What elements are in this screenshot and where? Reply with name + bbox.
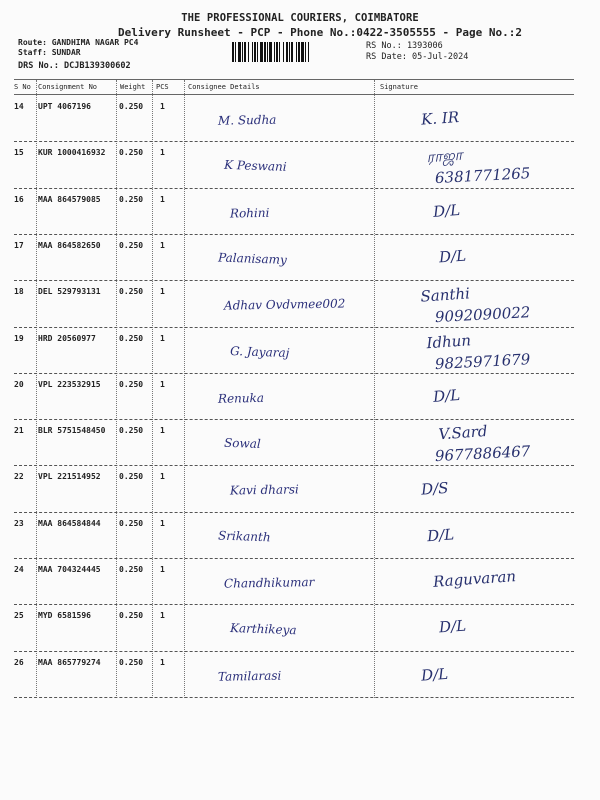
row-pcs: 1 xyxy=(160,102,165,111)
row-weight: 0.250 xyxy=(119,379,144,389)
consignee-name-text: Renuka xyxy=(217,390,265,406)
consignee-handwriting xyxy=(200,237,380,277)
signature-mark xyxy=(385,190,575,236)
row-pcs: 1 xyxy=(160,379,165,389)
row-weight: 0.250 xyxy=(119,287,144,297)
row-sno: 23 xyxy=(14,518,24,528)
consignee-handwriting xyxy=(200,654,380,694)
signature-mark xyxy=(385,421,575,467)
signature-mark xyxy=(385,97,575,143)
signature-text: ராஜா xyxy=(425,146,464,167)
signature-text: Raguvaran xyxy=(432,567,517,591)
row-consignment-no: UPT 4067196 xyxy=(38,102,91,111)
col-weight: Weight xyxy=(120,83,146,91)
row-sno: 26 xyxy=(14,657,24,667)
consignee-handwriting xyxy=(200,422,380,462)
consignee-name-text: M. Sudha xyxy=(217,112,277,128)
consignee-name-text: K Peswani xyxy=(223,158,287,175)
row-separator xyxy=(14,512,574,513)
signature-mark xyxy=(385,143,575,189)
consignee-name-text: Karthikeya xyxy=(229,621,297,638)
row-separator xyxy=(14,373,574,374)
consignee-name-text: Sowal xyxy=(223,435,262,452)
row-consignment-no: BLR 5751548450 xyxy=(38,426,106,436)
phone-number-text: 6381771265 xyxy=(434,164,531,188)
row-sno: 24 xyxy=(14,565,24,574)
row-separator xyxy=(14,604,574,605)
signature-mark xyxy=(385,560,575,606)
row-weight: 0.250 xyxy=(119,657,144,667)
row-pcs: 1 xyxy=(160,148,165,158)
row-sno: 18 xyxy=(14,287,24,297)
row-separator xyxy=(14,697,574,698)
row-pcs: 1 xyxy=(160,333,165,343)
row-consignment-no: DEL 529793131 xyxy=(38,287,101,297)
row-pcs: 1 xyxy=(160,611,165,621)
row-consignment-no: VPL 221514952 xyxy=(38,472,101,482)
signature-text: K. IR xyxy=(420,108,460,129)
consignee-handwriting xyxy=(200,561,380,601)
row-separator xyxy=(14,558,574,559)
signature-mark xyxy=(385,236,575,282)
consignee-name-text: Chandhikumar xyxy=(223,575,315,591)
consignee-name-text: G. Jayaraj xyxy=(229,343,290,360)
consignee-name-text: Rohini xyxy=(229,205,270,221)
row-consignment-no: MAA 864584844 xyxy=(38,518,101,528)
signature-mark xyxy=(385,653,575,699)
signature-text: D/S xyxy=(420,479,450,500)
col-consignment: Consignment No xyxy=(38,83,98,91)
signature-mark xyxy=(385,514,575,560)
consignee-handwriting xyxy=(200,515,380,555)
row-weight: 0.250 xyxy=(119,102,144,111)
consignee-handwriting xyxy=(200,607,380,647)
row-weight: 0.250 xyxy=(119,148,144,158)
col-consignee: Consignee Details xyxy=(188,83,260,91)
row-sno: 15 xyxy=(14,148,24,158)
col-sno: S No xyxy=(14,83,31,91)
row-sno: 16 xyxy=(14,194,24,204)
route-label: Route: GANDHIMA NAGAR PC4 xyxy=(18,38,139,47)
row-weight: 0.250 xyxy=(119,333,144,343)
signature-text: D/L xyxy=(432,385,461,406)
row-weight: 0.250 xyxy=(119,240,144,250)
consignee-handwriting xyxy=(200,468,380,508)
row-sno: 14 xyxy=(14,102,24,111)
row-consignment-no: KUR 1000416932 xyxy=(38,148,106,158)
signature-mark xyxy=(385,329,575,375)
consignee-name-text: Tamilarasi xyxy=(217,668,282,684)
row-sno: 17 xyxy=(14,240,24,250)
consignee-handwriting xyxy=(200,376,380,416)
signature-mark xyxy=(385,467,575,513)
row-consignment-no: VPL 223532915 xyxy=(38,379,101,389)
row-weight: 0.250 xyxy=(119,194,144,204)
row-consignment-no: MYD 6581596 xyxy=(38,611,91,621)
staff-label: Staff: SUNDAR xyxy=(18,48,81,57)
consignee-name-text: Kavi dharsi xyxy=(229,482,299,498)
row-weight: 0.250 xyxy=(119,518,144,528)
row-separator xyxy=(14,141,574,142)
row-weight: 0.250 xyxy=(119,472,144,482)
row-pcs: 1 xyxy=(160,565,165,574)
row-consignment-no: MAA 864579085 xyxy=(38,194,101,204)
rs-number: RS No.: 1393006 xyxy=(366,41,443,51)
row-pcs: 1 xyxy=(160,194,165,204)
row-weight: 0.250 xyxy=(119,565,144,574)
col-pcs: PCS xyxy=(156,83,169,91)
row-pcs: 1 xyxy=(160,472,165,482)
row-consignment-no: MAA 864582650 xyxy=(38,240,101,250)
consignee-handwriting xyxy=(200,144,380,184)
runsheet-subtitle: Delivery Runsheet - PCP - Phone No.:0422-3505555 - Page No.:2 xyxy=(118,26,522,39)
row-pcs: 1 xyxy=(160,426,165,436)
phone-number-text: 9825971679 xyxy=(434,349,531,373)
row-weight: 0.250 xyxy=(119,426,144,436)
signature-mark xyxy=(385,282,575,328)
row-separator xyxy=(14,234,574,235)
consignee-handwriting xyxy=(200,283,380,323)
consignee-name-text: Palanisamy xyxy=(217,250,288,267)
row-weight: 0.250 xyxy=(119,611,144,621)
row-separator xyxy=(14,651,574,652)
signature-text: D/L xyxy=(426,525,455,545)
drs-number: DRS No.: DCJB139300602 xyxy=(18,61,131,71)
row-separator xyxy=(14,419,574,420)
row-pcs: 1 xyxy=(160,518,165,528)
row-sno: 19 xyxy=(14,333,24,343)
signature-text: Idhun xyxy=(425,330,472,352)
signature-text: D/L xyxy=(438,246,467,267)
row-consignment-no: MAA 865779274 xyxy=(38,657,101,667)
row-pcs: 1 xyxy=(160,657,165,667)
signature-mark xyxy=(385,606,575,652)
row-sno: 22 xyxy=(14,472,24,482)
barcode xyxy=(232,42,360,62)
row-separator xyxy=(14,327,574,328)
consignee-handwriting xyxy=(200,330,380,370)
rs-date: RS Date: 05-Jul-2024 xyxy=(366,52,469,62)
consignee-handwriting xyxy=(200,191,380,231)
row-consignment-no: MAA 704324445 xyxy=(38,565,101,574)
signature-text: V.Sard xyxy=(437,422,489,444)
signature-text: D/L xyxy=(432,200,461,221)
row-sno: 25 xyxy=(14,611,24,621)
col-signature: Signature xyxy=(380,83,418,91)
row-sno: 21 xyxy=(14,426,24,436)
row-separator xyxy=(14,280,574,281)
row-sno: 20 xyxy=(14,379,24,389)
signature-text: D/L xyxy=(420,664,449,685)
row-pcs: 1 xyxy=(160,287,165,297)
row-separator xyxy=(14,465,574,466)
consignee-name-text: Adhav Ovdvmee002 xyxy=(223,296,346,313)
phone-number-text: 9092090022 xyxy=(434,303,531,327)
consignee-name-text: Srikanth xyxy=(217,528,271,545)
row-consignment-no: HRD 20560977 xyxy=(38,333,96,343)
signature-mark xyxy=(385,375,575,421)
row-separator xyxy=(14,188,574,189)
company-title: THE PROFESSIONAL COURIERS, COIMBATORE xyxy=(181,12,419,24)
signature-text: Santhi xyxy=(419,284,471,306)
row-pcs: 1 xyxy=(160,240,165,250)
consignee-handwriting xyxy=(200,98,380,138)
phone-number-text: 9677886467 xyxy=(434,442,531,466)
signature-text: D/L xyxy=(438,616,467,637)
